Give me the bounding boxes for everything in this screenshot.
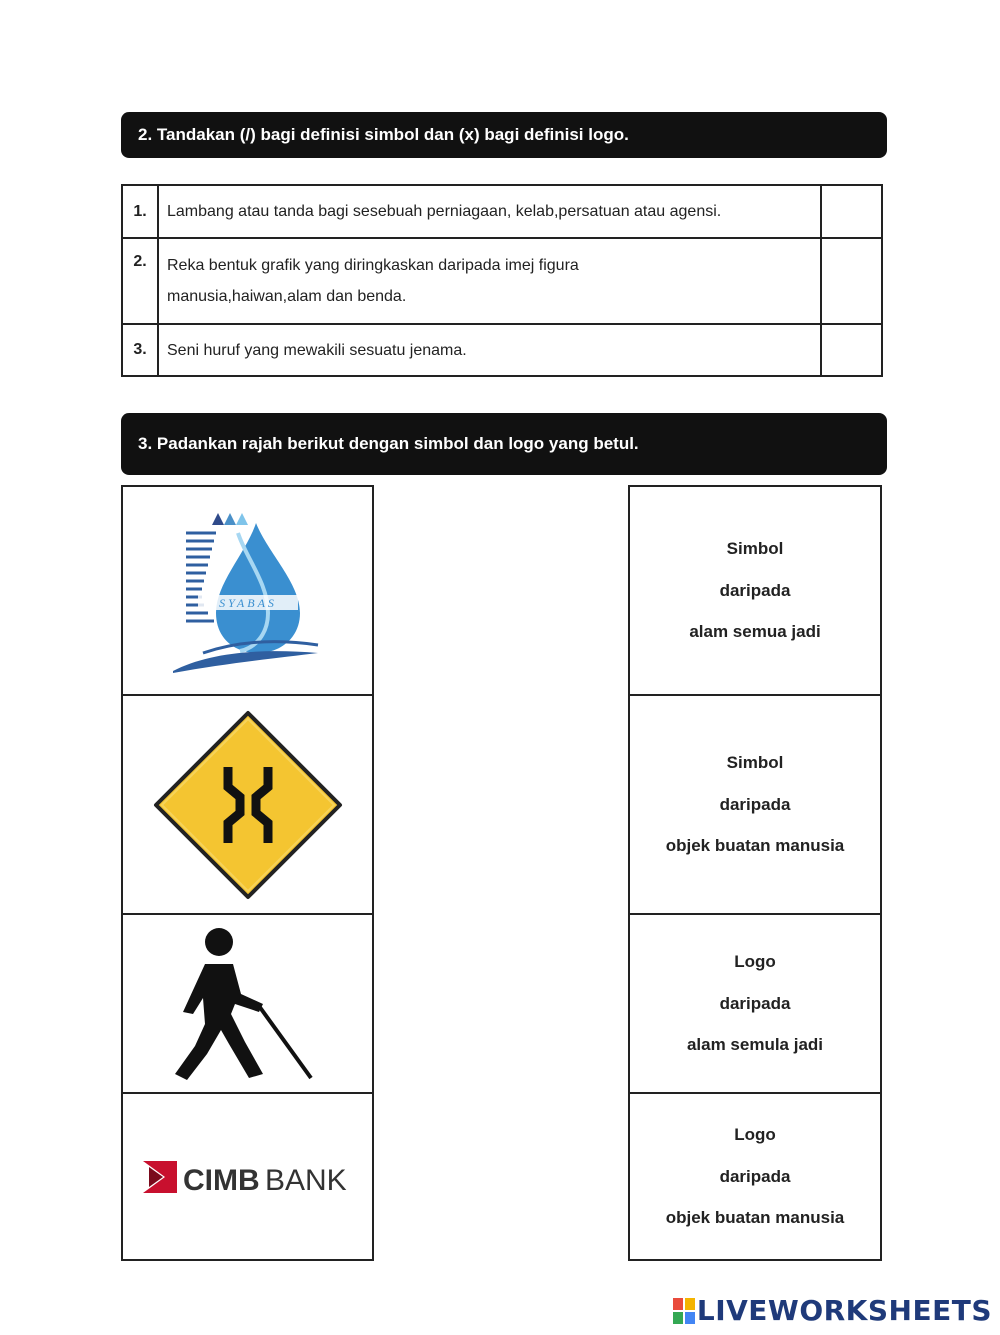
syabas-water-drop-logo (168, 503, 328, 678)
table-row (122, 185, 882, 238)
row-text: Lambang atau tanda bagi sesebuah perniagaan, kelab,persatuan atau agensi. (158, 185, 821, 238)
option-line: daripada (719, 794, 791, 814)
section-2-title: 2. Tandakan (/) bagi definisi simbol dan (x) bagi definisi logo. (138, 125, 629, 144)
option-cell-4[interactable] (628, 1092, 882, 1261)
narrow-bridge-road-sign (148, 705, 348, 905)
option-cell-3[interactable] (628, 913, 882, 1094)
option-line: Simbol (726, 753, 784, 773)
image-cell-cimb[interactable] (121, 1092, 374, 1261)
liveworksheets-logo (673, 1294, 992, 1327)
image-cell-syabas[interactable] (121, 485, 374, 696)
answer-cell[interactable] (821, 324, 882, 376)
image-cell-road-sign[interactable] (121, 694, 374, 915)
syabas-logo-text: SYABAS (218, 596, 277, 610)
section-3-title: 3. Padankan rajah berikut dengan simbol dan logo yang betul. (138, 434, 639, 453)
row-number: 3. (122, 324, 158, 376)
section-2-header (121, 112, 887, 158)
row-text (158, 238, 821, 324)
option-line: objek buatan manusia (665, 1208, 845, 1228)
blind-pedestrian-symbol (163, 924, 333, 1084)
option-line: Logo (734, 1125, 776, 1145)
answer-cell[interactable] (821, 185, 882, 238)
image-cell-blind-pedestrian[interactable] (121, 913, 374, 1094)
table-row (122, 238, 882, 324)
row-number: 1. (122, 185, 158, 238)
option-line: daripada (719, 580, 791, 600)
row-text-line: manusia,haiwan,alam dan benda. (167, 288, 407, 305)
option-cell-1[interactable] (628, 485, 882, 696)
cimb-logo-text: CIMB (182, 1163, 260, 1197)
option-cell-2[interactable] (628, 694, 882, 915)
definition-table (121, 184, 883, 377)
option-line: alam semula jadi (686, 1035, 824, 1055)
option-line: objek buatan manusia (665, 836, 845, 856)
option-line: Logo (734, 952, 776, 972)
option-line: daripada (719, 993, 791, 1013)
option-line: alam semua jadi (689, 622, 821, 642)
cimb-bank-logo (143, 1155, 353, 1199)
bank-logo-text: BANK (264, 1163, 347, 1197)
row-number: 2. (122, 238, 158, 324)
liveworksheets-brand: LIVEWORKSHEETS (696, 1294, 992, 1327)
liveworksheets-icon (673, 1298, 697, 1324)
row-text-line: Reka bentuk grafik yang diringkaskan daripada imej figura (167, 257, 579, 274)
section-3-header (121, 413, 887, 475)
option-line: daripada (719, 1166, 791, 1186)
row-text: Seni huruf yang mewakili sesuatu jenama. (158, 324, 821, 376)
option-line: Simbol (726, 539, 784, 559)
table-row (122, 324, 882, 376)
answer-cell[interactable] (821, 238, 882, 324)
